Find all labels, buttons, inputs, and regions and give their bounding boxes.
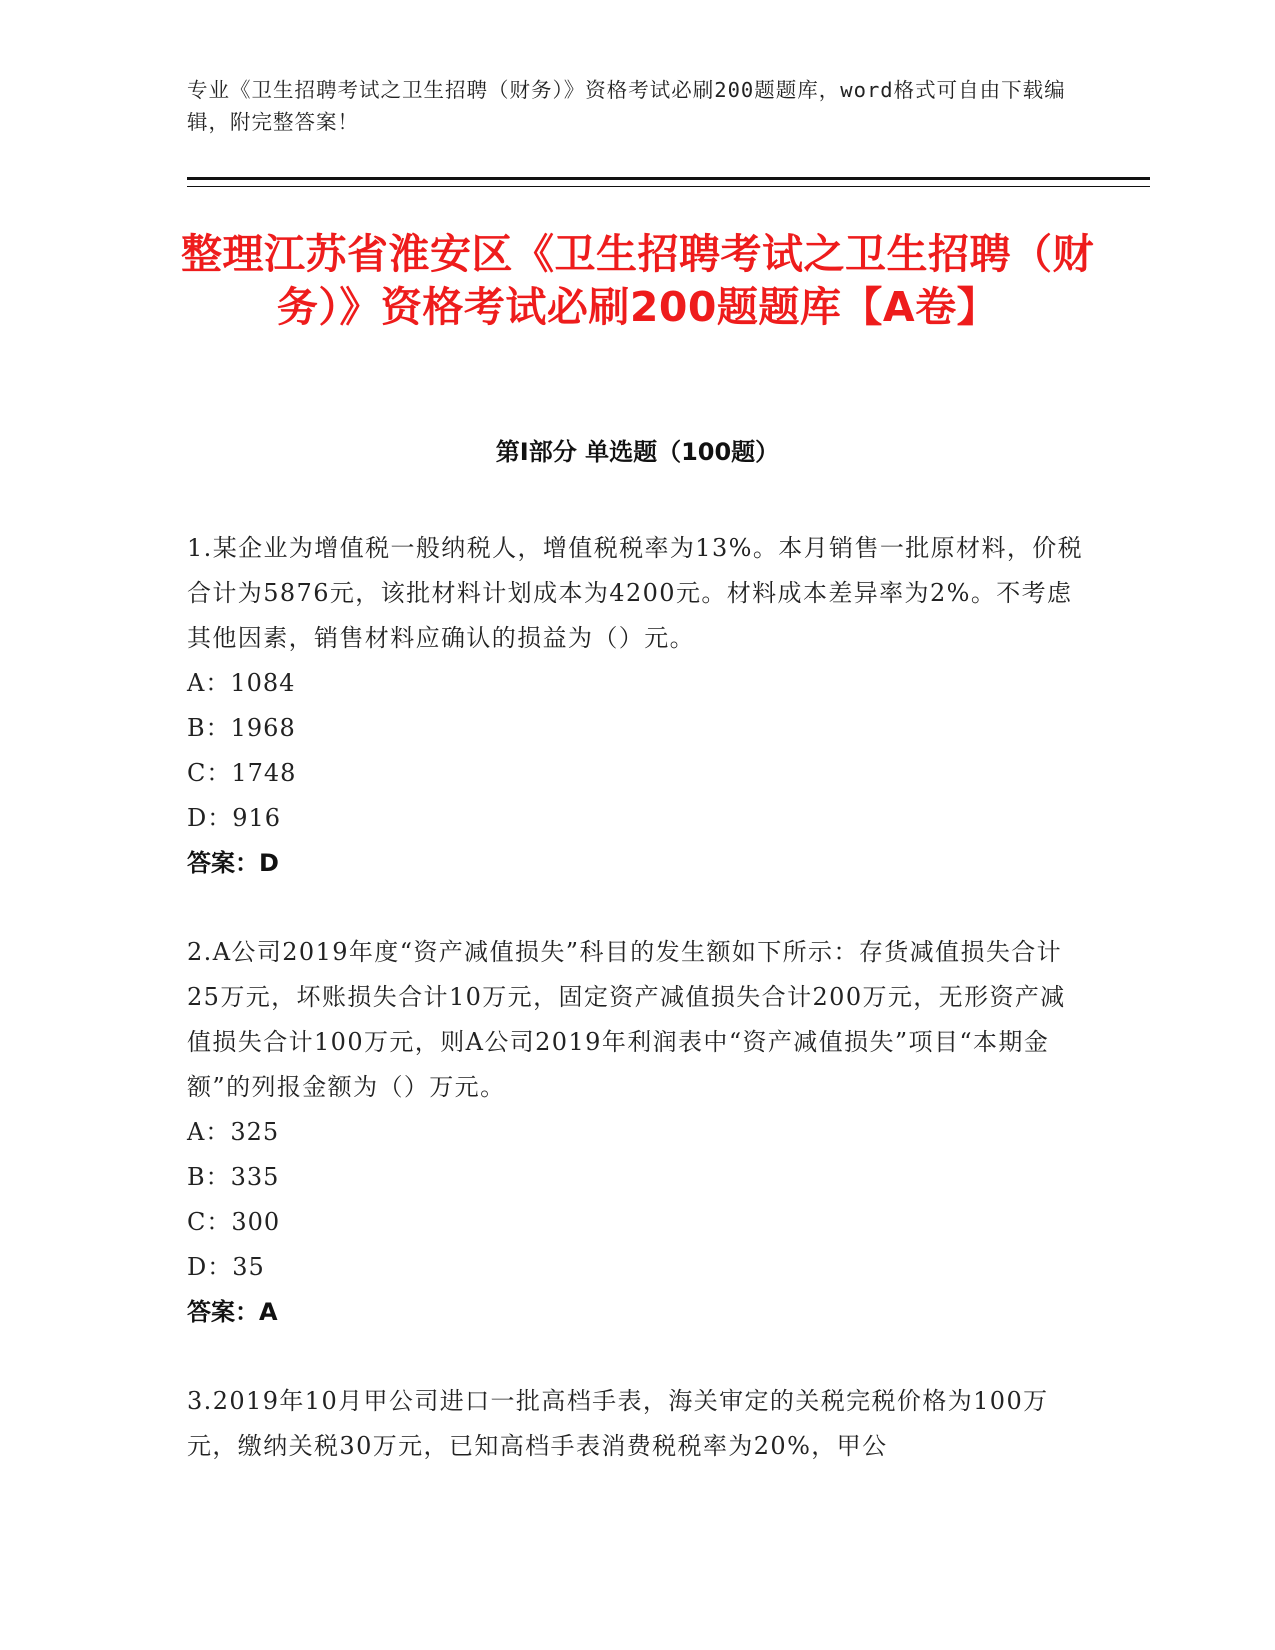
- header-rule-thin: [187, 186, 1150, 187]
- option-c: C：300: [187, 1208, 281, 1236]
- answer: 答案：D: [187, 849, 279, 877]
- section-heading: 第I部分 单选题（100题）: [495, 438, 780, 466]
- option-d: D：35: [187, 1253, 265, 1281]
- question-stem: 2.A公司2019年度“资产减值损失”科目的发生额如下所示：存货减值损失合计25万元，坏账损失合计10万元，固定资产减值损失合计200万元，无形资产减值损失合计100万元，则A公司2019年利润表中“资产减值损失”项目“本期金额”的列报金额为（）万元。: [187, 938, 1066, 1101]
- document-title: 整理江苏省淮安区《卫生招聘考试之卫生招聘（财务）》资格考试必刷200题题库【A卷】: [181, 230, 1094, 331]
- question-stem: 1.某企业为增值税一般纳税人，增值税税率为13%。本月销售一批原材料，价税合计为5876元，该批材料计划成本为4200元。材料成本差异率为2%。不考虑其他因素，销售材料应确认的损益为（）元。: [187, 534, 1084, 652]
- option-d: D：916: [187, 804, 282, 832]
- answer: 答案：A: [187, 1298, 278, 1326]
- question-2: [187, 930, 1087, 1335]
- question-list: [187, 526, 1087, 1513]
- option-b: B：1968: [187, 714, 296, 742]
- question-stem: 3.2019年10月甲公司进口一批高档手表，海关审定的关税完税价格为100万元，缴纳关税30万元，已知高档手表消费税税率为20%，甲公: [187, 1387, 1049, 1460]
- header-note: 专业《卫生招聘考试之卫生招聘（财务）》资格考试必刷200题题库，word格式可自由下载编辑，附完整答案！: [187, 78, 1066, 134]
- option-a: A：1084: [187, 669, 296, 697]
- option-b: B：335: [187, 1163, 280, 1191]
- option-a: A：325: [187, 1118, 280, 1146]
- question-3: [187, 1379, 1087, 1469]
- question-1: [187, 526, 1087, 886]
- header-rule-thick: [187, 177, 1150, 180]
- option-c: C：1748: [187, 759, 297, 787]
